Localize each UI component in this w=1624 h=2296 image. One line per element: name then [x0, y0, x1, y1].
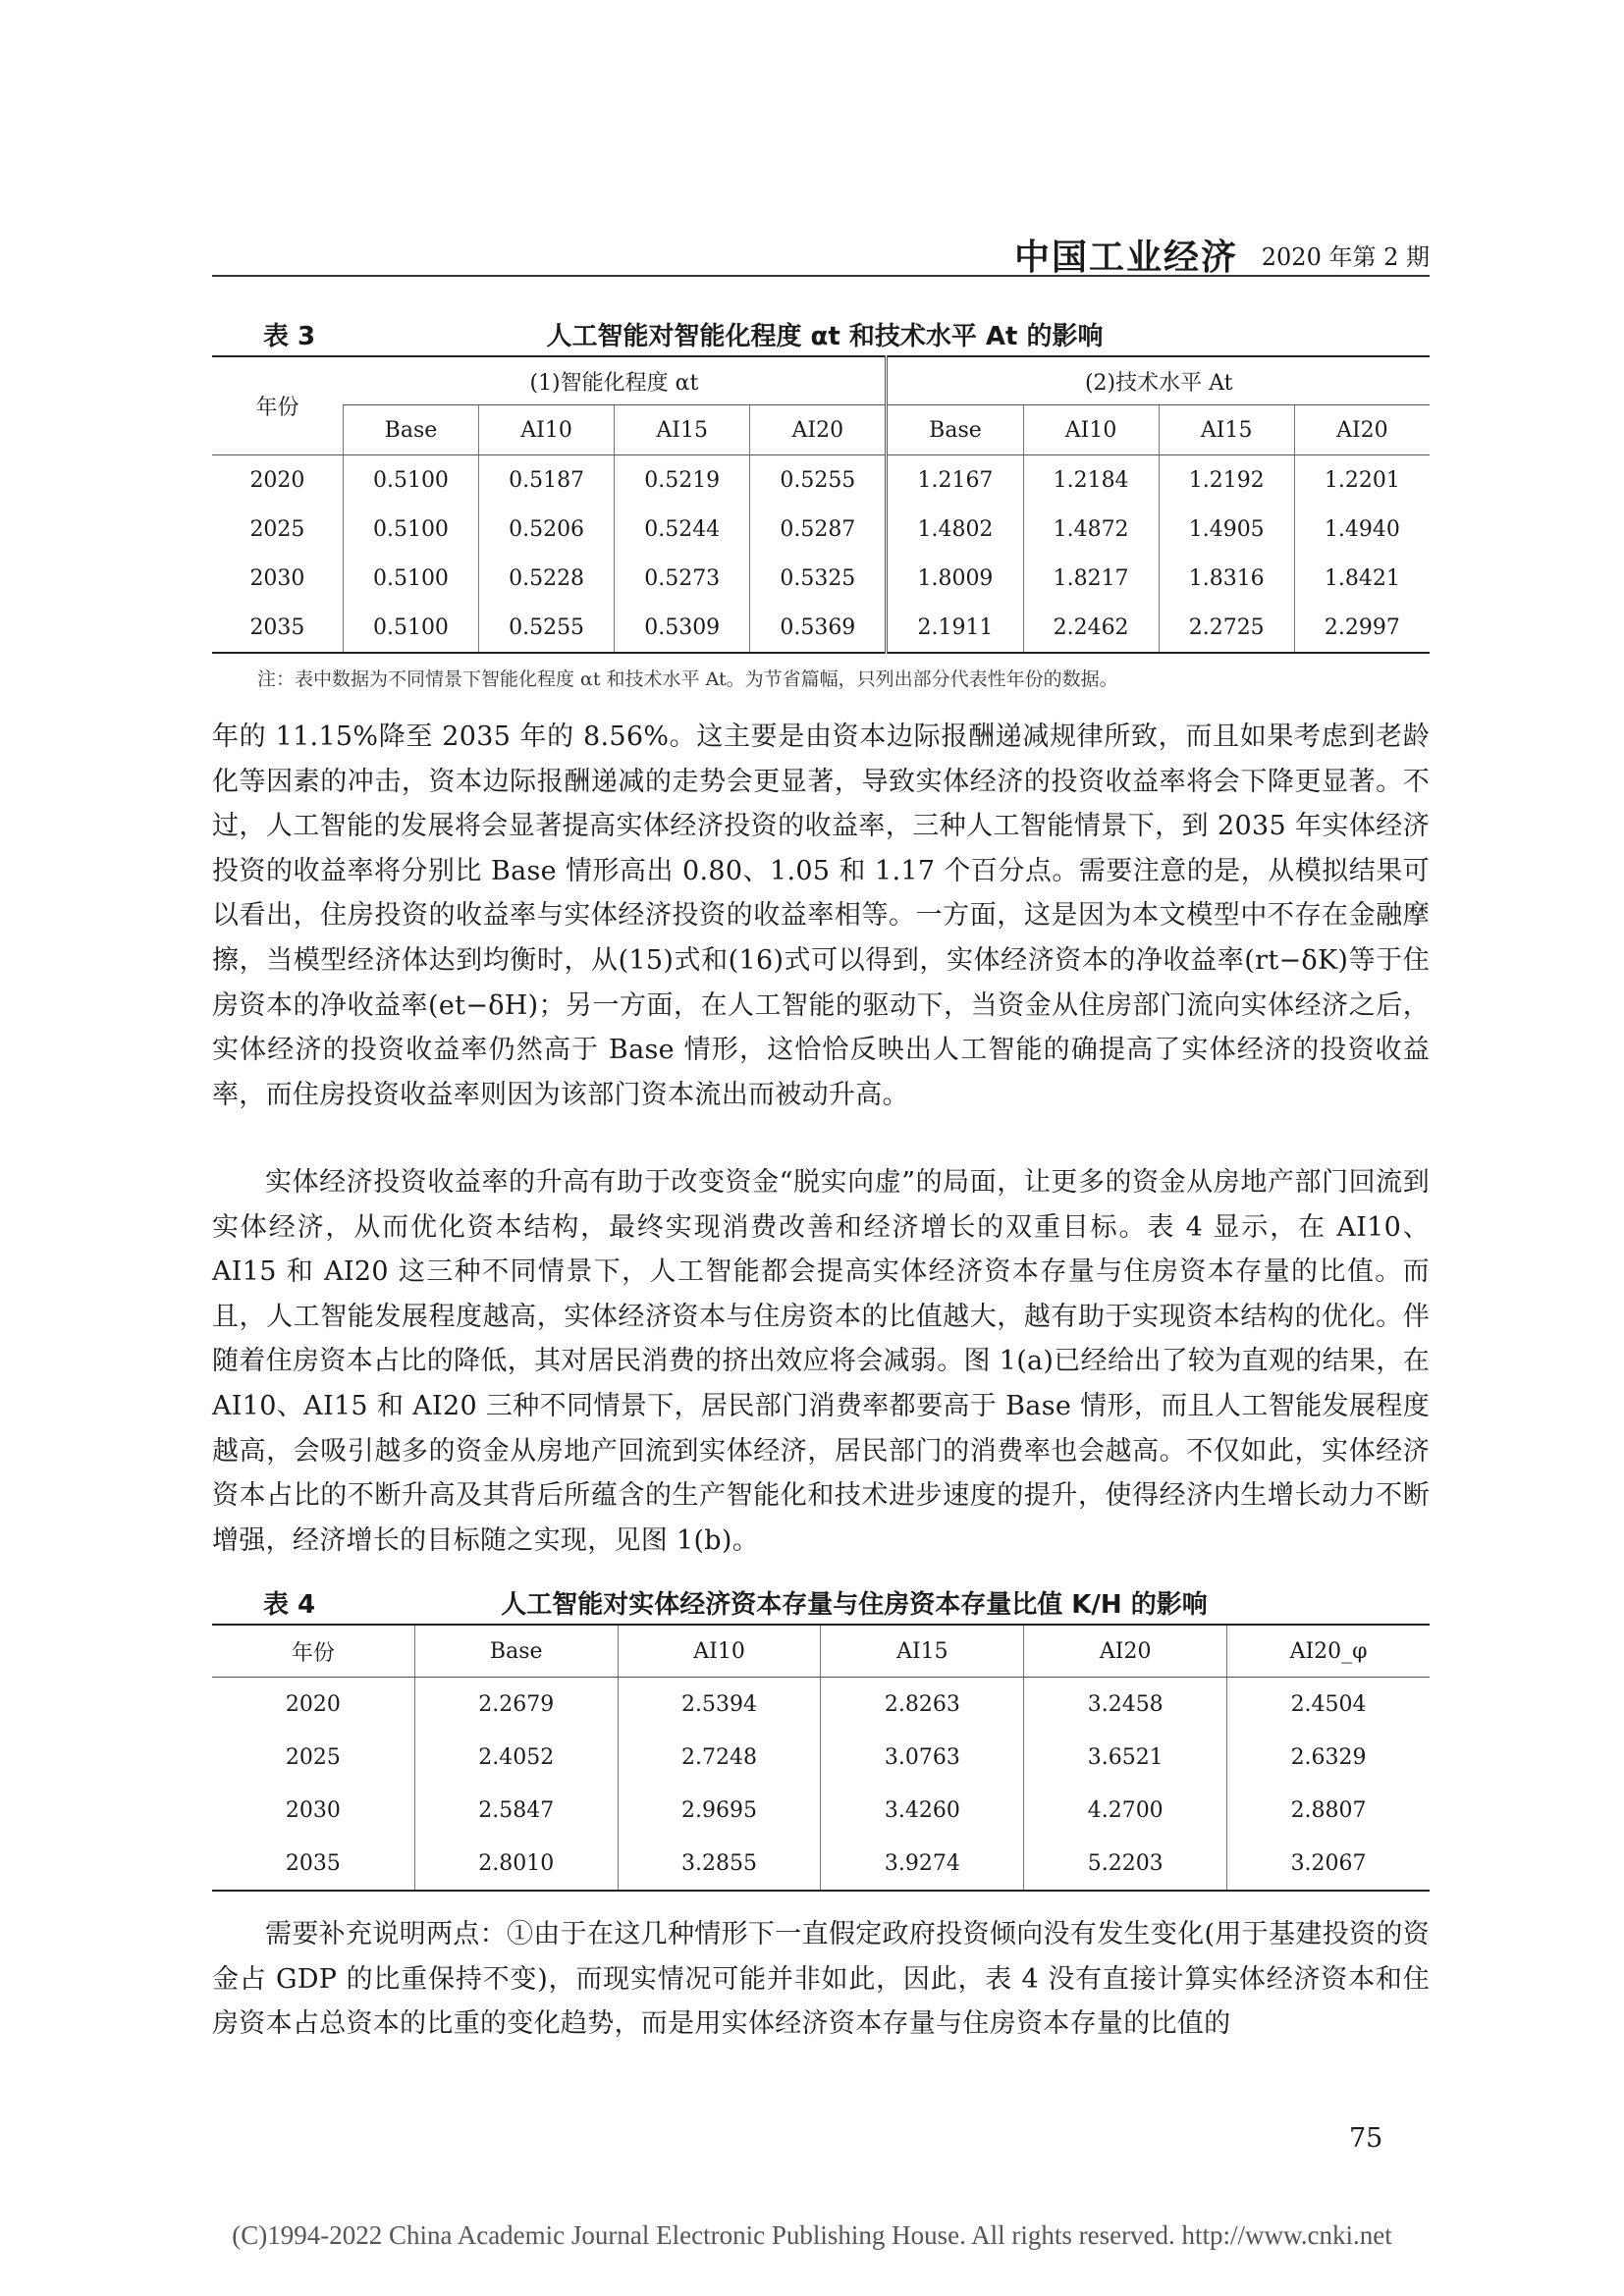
- table-cell: 0.5100: [343, 455, 478, 506]
- table-cell: 3.0763: [821, 1731, 1024, 1784]
- table-row: [212, 554, 1430, 603]
- table-cell: 2.1911: [887, 603, 1023, 653]
- table-cell: 0.5228: [479, 554, 615, 603]
- table-cell: 5.2203: [1024, 1837, 1227, 1891]
- table-row: [212, 1731, 1430, 1784]
- table-cell: 0.5206: [479, 505, 615, 554]
- table-cell: 2035: [212, 603, 343, 653]
- table3-note: 注：表中数据为不同情景下智能化程度 αt 和技术水平 At。为节省篇幅，只列出部分代表性年份的数据。: [257, 668, 1118, 690]
- table4-header: AI20_φ: [1227, 1625, 1430, 1678]
- table3-subheader: Base: [887, 405, 1023, 455]
- table4-header: AI15: [821, 1625, 1024, 1678]
- table3-year-header: 年份: [212, 356, 343, 455]
- body-paragraph: 需要补充说明两点：①由于在这几种情形下一直假定政府投资倾向没有发生变化(用于基建投资的资金占 GDP 的比重保持不变)，而现实情况可能并非如此，因此，表 4 没有直接计算实体经济资本和住房资本占总资本的比重的变化趋势，而是用实体经济资本存量与住房资本存量的比值的: [212, 1919, 1430, 2040]
- table-cell: 0.5273: [615, 554, 750, 603]
- table3-group1-header: (1)智能化程度 αt: [343, 356, 887, 405]
- table-cell: 0.5219: [615, 455, 750, 506]
- table3-subheader: AI10: [479, 405, 615, 455]
- table-cell: 2030: [285, 1797, 341, 1823]
- table3: [212, 355, 1430, 654]
- table-row: [212, 505, 1430, 554]
- table-cell: 2025: [249, 516, 305, 542]
- table-cell: 2025: [285, 1744, 341, 1770]
- table-cell: 2.7248: [618, 1731, 821, 1784]
- table4-caption: 表 4: [263, 1590, 316, 1620]
- table3-subheader: Base: [343, 405, 478, 455]
- table-cell: 2.2725: [1159, 603, 1294, 653]
- table-cell: 2.9695: [618, 1784, 821, 1837]
- table-row: [212, 1784, 1430, 1837]
- table-cell: 0.5309: [615, 603, 750, 653]
- journal-name: 中国工业经济: [1013, 238, 1238, 278]
- body-paragraph: 实体经济投资收益率的升高有助于改变资金“脱实向虚”的局面，让更多的资金从房地产部门回流到实体经济，从而优化资本结构，最终实现消费改善和经济增长的双重目标。表 4 显示，在 AI10、AI15 和 AI20 这三种不同情景下，人工智能都会提高实体经济资本存量与住房资本存量的比值。而且，人工智能发展程度越高，实体经济资本与住房资本的比值越大，越有助于实现资本结构的优化。伴随着住房资本占比的降低，其对居民消费的挤出效应将会减弱。图 1(a)已经给出了较为直观的结果，在 AI10、AI15 和 AI20 三种不同情景下，居民部门消费率都要高于 Base 情形，而且人工智能发展程度越高，会吸引越多的资金从房地产回流到实体经济，居民部门的消费率也会越高。不仅如此，实体经济资本占比的不断升高及其背后所蕴含的生产智能化和技术进步速度的提升，使得经济内生增长动力不断增强，经济增长的目标随之实现，见图 1(b)。: [212, 1167, 1430, 1556]
- body-paragraph: 年的 11.15%降至 2035 年的 8.56%。这主要是由资本边际报酬递减规律所致，而且如果考虑到老龄化等因素的冲击，资本边际报酬递减的走势会更显著，导致实体经济的投资收益率将会下降更显著。不过，人工智能的发展将会显著提高实体经济投资的收益率，三种人工智能情景下，到 2035 年实体经济投资的收益率将分别比 Base 情形高出 0.80、1.05 和 1.17 个百分点。需要注意的是，从模拟结果可以看出，住房投资的收益率与实体经济投资的收益率相等。一方面，这是因为本文模型中不存在金融摩擦，当模型经济体达到均衡时，从(15)式和(16)式可以得到，实体经济资本的净收益率(rt−δK)等于住房资本的净收益率(et−δH)；另一方面，在人工智能的驱动下，当资金从住房部门流向实体经济之后，实体经济的投资收益率仍然高于 Base 情形，这恰恰反映出人工智能的确提高了实体经济的投资收益率，而住房投资收益率则因为该部门资本流出而被动升高。: [212, 721, 1430, 1110]
- table-cell: 1.4905: [1159, 505, 1294, 554]
- table3-group2-header: (2)技术水平 At: [887, 356, 1430, 405]
- table-cell: 3.4260: [821, 1784, 1024, 1837]
- table-cell: 2.2462: [1023, 603, 1159, 653]
- issue-info: 2020 年第 2 期: [1261, 243, 1430, 271]
- journal-header: [212, 228, 1430, 277]
- table3-subheader: AI15: [615, 405, 750, 455]
- table3-subheader: AI20: [750, 405, 887, 455]
- table-cell: 1.4940: [1294, 505, 1430, 554]
- table-cell: 1.8009: [887, 554, 1023, 603]
- table-row: [212, 1678, 1430, 1732]
- table-cell: 0.5100: [343, 505, 478, 554]
- table-cell: 0.5369: [750, 603, 887, 653]
- table-cell: 1.8217: [1023, 554, 1159, 603]
- table3-subheader: AI10: [1023, 405, 1159, 455]
- table-cell: 2.5394: [618, 1678, 821, 1732]
- table4-header-row: [212, 1625, 1430, 1678]
- table-cell: 0.5100: [343, 554, 478, 603]
- table-cell: 2.6329: [1227, 1731, 1430, 1784]
- table-row: [212, 603, 1430, 653]
- table-cell: 1.2167: [887, 455, 1023, 506]
- table3-title: 人工智能对智能化程度 αt 和技术水平 At 的影响: [546, 322, 1104, 351]
- table-cell: 1.4872: [1023, 505, 1159, 554]
- table-cell: 2.2997: [1294, 603, 1430, 653]
- copyright-footer: (C)1994-2022 China Academic Journal Electronic Publishing House. All rights reserved. http://www.cnki.net: [232, 2220, 1392, 2250]
- table4-title: 人工智能对实体经济资本存量与住房资本存量比值 K/H 的影响: [501, 1590, 1208, 1620]
- table-row: [212, 455, 1430, 506]
- table-cell: 2.4052: [414, 1731, 618, 1784]
- table4-header: AI20: [1024, 1625, 1227, 1678]
- table-cell: 0.5325: [750, 554, 887, 603]
- table-row: [212, 1837, 1430, 1891]
- table-cell: 2035: [212, 1837, 414, 1891]
- table-cell: 2.4504: [1227, 1678, 1430, 1732]
- table-cell: 1.2184: [1023, 455, 1159, 506]
- table-cell: 0.5287: [750, 505, 887, 554]
- table3-subheader: AI20: [1294, 405, 1430, 455]
- table3-subheader-row: [212, 405, 1430, 455]
- table-cell: 2.8263: [821, 1678, 1024, 1732]
- table-cell: 1.8316: [1159, 554, 1294, 603]
- table-cell: 3.2458: [1024, 1678, 1227, 1732]
- table4: [212, 1624, 1430, 1892]
- table-cell: 0.5187: [479, 455, 615, 506]
- table-cell: 2.8010: [414, 1837, 618, 1891]
- table4-header: AI10: [618, 1625, 821, 1678]
- table-cell: 3.6521: [1024, 1731, 1227, 1784]
- table-cell: 1.2201: [1294, 455, 1430, 506]
- table-cell: 0.5255: [750, 455, 887, 506]
- table3-caption: 表 3: [263, 322, 316, 351]
- table3-subheader: AI15: [1159, 405, 1294, 455]
- page-number: 75: [1349, 2123, 1383, 2154]
- table-cell: 0.5100: [343, 603, 478, 653]
- table-cell: 0.5255: [479, 603, 615, 653]
- table-cell: 2.8807: [1227, 1784, 1430, 1837]
- table-cell: 2.2679: [414, 1678, 618, 1732]
- table-cell: 1.4802: [887, 505, 1023, 554]
- table4-header: 年份: [212, 1625, 414, 1678]
- table-cell: 3.2855: [618, 1837, 821, 1891]
- table-cell: 2020: [249, 467, 305, 493]
- table-cell: 3.2067: [1227, 1837, 1430, 1891]
- table-cell: 3.9274: [821, 1837, 1024, 1891]
- table-cell: 2020: [285, 1691, 341, 1717]
- table-cell: 2.5847: [414, 1784, 618, 1837]
- table-cell: 4.2700: [1024, 1784, 1227, 1837]
- table-cell: 1.2192: [1159, 455, 1294, 506]
- table-cell: 2030: [249, 565, 305, 591]
- table-cell: 0.5244: [615, 505, 750, 554]
- table-cell: 1.8421: [1294, 554, 1430, 603]
- table4-header: Base: [414, 1625, 618, 1678]
